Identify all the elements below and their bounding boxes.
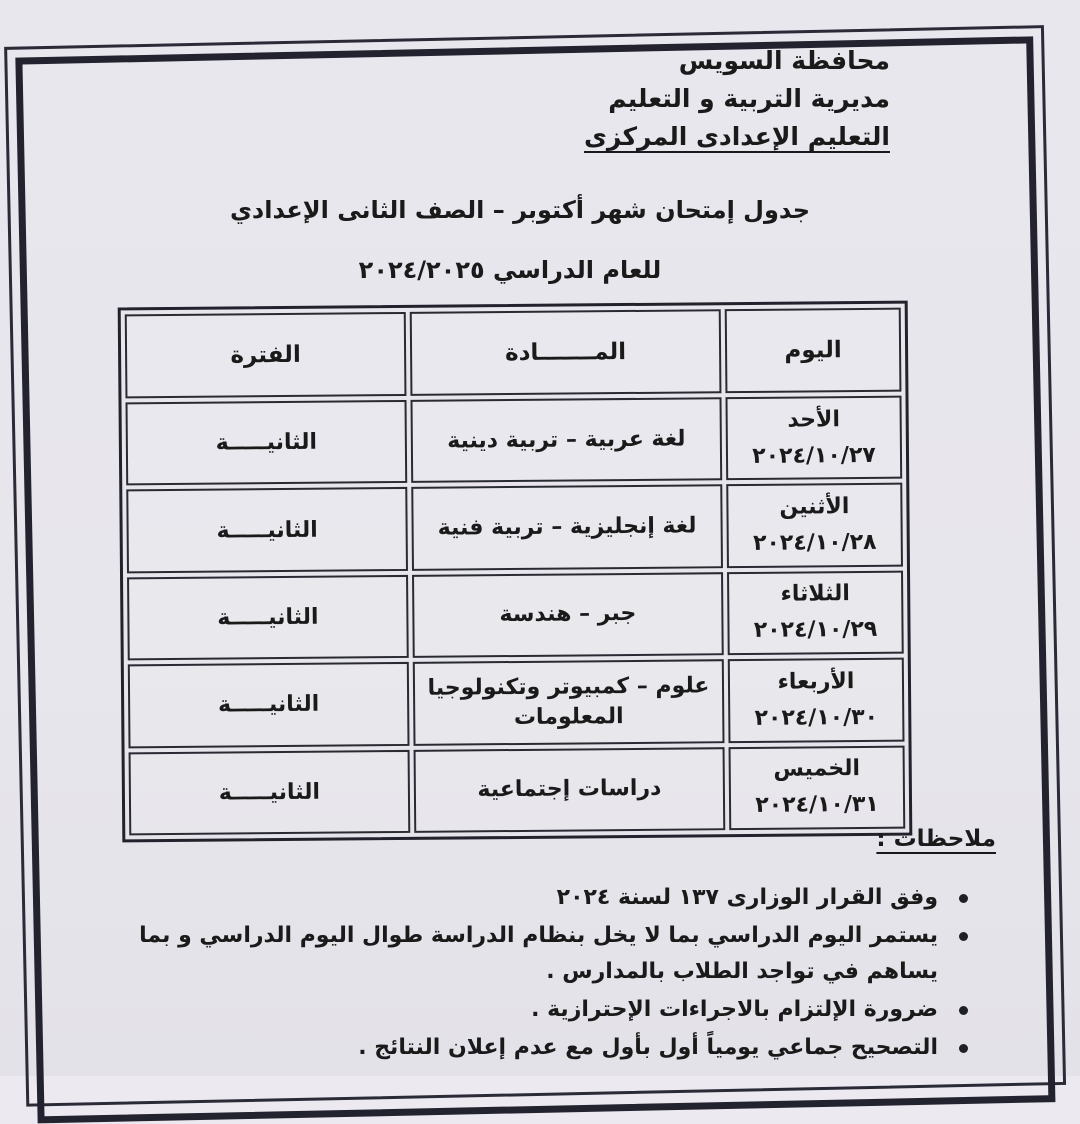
table-row <box>129 745 906 835</box>
day-cell <box>727 570 904 655</box>
period-cell: الثانيـــــة <box>129 749 411 835</box>
letterhead <box>584 42 890 156</box>
day-cell <box>728 658 905 743</box>
table-row <box>127 570 904 660</box>
day-name: الأحد <box>787 406 841 433</box>
day-cell <box>729 745 906 830</box>
day-date: ٢٠٢٤/١٠/٣٠ <box>754 704 879 731</box>
academic-year: للعام الدراسي ٢٠٢٤/٢٠٢٥ <box>358 256 662 284</box>
day-date: ٢٠٢٤/١٠/٢٩ <box>753 617 878 644</box>
schedule-grid <box>121 304 910 840</box>
period-cell: الثانيـــــة <box>126 400 408 486</box>
table-row <box>126 483 903 573</box>
list-item: التصحيح جماعي يومياً أول بأول مع عدم إعلان النتائج . <box>128 1030 968 1066</box>
day-name: الثلاثاء <box>780 581 850 608</box>
period-cell: الثانيـــــة <box>126 487 408 573</box>
list-item: وفق القرار الوزارى ١٣٧ لسنة ٢٠٢٤ <box>128 880 968 916</box>
day-date: ٢٠٢٤/١٠/٢٨ <box>752 529 877 556</box>
table-row <box>128 658 905 748</box>
list-item: ضرورة الإلتزام بالاجراءات الإحترازية . <box>128 992 968 1028</box>
subject-cell: لغة عربية – تربية دينية <box>410 397 722 483</box>
notes-list <box>128 880 968 1068</box>
header-department: التعليم الإعدادى المركزى <box>584 122 890 151</box>
exam-schedule-table <box>118 301 913 843</box>
day-cell <box>725 396 902 481</box>
header-period: الفترة <box>125 312 407 398</box>
subject-cell: دراسات إجتماعية <box>414 747 726 833</box>
header-subject: المـــــــادة <box>410 309 722 396</box>
subject-cell: علوم – كمبيوتر وتكنولوجيا المعلومات <box>413 659 725 745</box>
table-row <box>126 396 903 486</box>
subject-cell: جبر – هندسة <box>412 572 724 658</box>
period-cell: الثانيـــــة <box>128 662 410 748</box>
header-governorate: محافظة السويس <box>678 46 890 75</box>
day-date: ٢٠٢٤/١٠/٣١ <box>755 792 879 819</box>
schedule-title: جدول إمتحان شهر أكتوبر – الصف الثانى الإعدادي <box>229 196 811 224</box>
notes-heading: ملاحظات : <box>876 826 996 852</box>
period-cell: الثانيـــــة <box>127 575 409 661</box>
day-name: الأربعاء <box>777 668 855 695</box>
list-item: يستمر اليوم الدراسي بما لا يخل بنظام الدراسة طوال اليوم الدراسي و بما يساهم في تواجد الطلاب بالمدارس . <box>128 918 968 990</box>
day-date: ٢٠٢٤/١٠/٢٧ <box>752 442 876 469</box>
day-name: الخميس <box>773 756 861 783</box>
day-name: الأثنين <box>779 494 850 520</box>
header-directorate: مديرية التربية و التعليم <box>608 84 890 113</box>
subject-cell: لغة إنجليزية – تربية فنية <box>411 485 723 571</box>
day-cell <box>726 483 903 568</box>
table-header-row <box>125 308 902 399</box>
header-day: اليوم <box>725 308 902 394</box>
